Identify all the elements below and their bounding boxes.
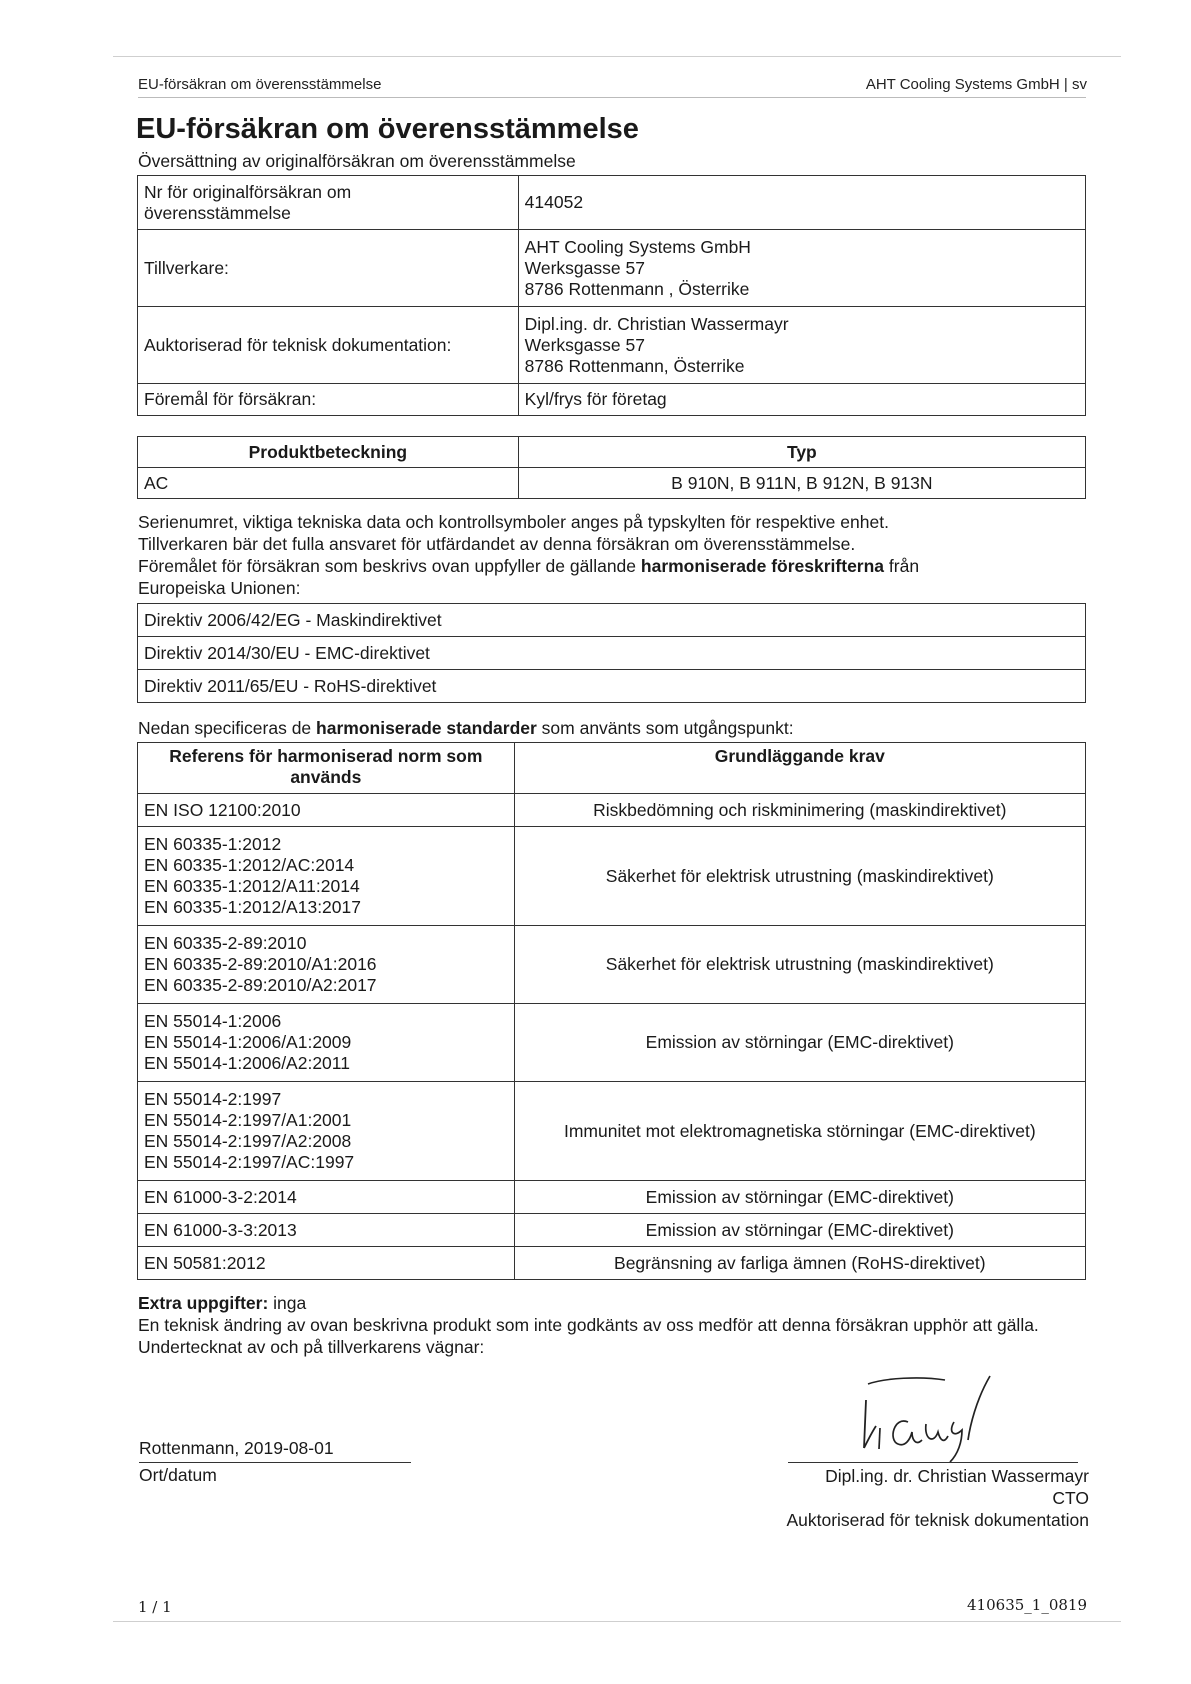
info-value-authorized: Dipl.ing. dr. Christian Wassermayr Werksgasse 57 8786 Rottenmann, Österrike: [518, 307, 1085, 384]
directive-rohs: Direktiv 2011/65/EU - RoHS-direktivet: [138, 670, 1086, 703]
page-subtitle: Översättning av originalförsäkran om överensstämmelse: [138, 151, 576, 171]
info-row: [138, 307, 1086, 384]
standard-ref: EN 60335-1:2012 EN 60335-1:2012/AC:2014 EN 60335-1:2012/A11:2014 EN 60335-1:2012/A13:2017: [138, 827, 515, 926]
header-company: AHT Cooling Systems GmbH | sv: [865, 76, 1087, 93]
extra-line-3: Undertecknat av och på tillverkarens vägnar:: [138, 1337, 485, 1357]
signatory-name: Dipl.ing. dr. Christian Wassermayr: [825, 1466, 1089, 1486]
top-rule: [113, 56, 1121, 57]
standards-intro-tail: som använts som utgångspunkt:: [536, 718, 794, 738]
signature-line: [788, 1462, 1078, 1463]
directive-emc: Direktiv 2014/30/EU - EMC-direktivet: [138, 637, 1086, 670]
standard-ref: EN 55014-1:2006 EN 55014-1:2006/A1:2009 EN 55014-1:2006/A2:2011: [138, 1004, 515, 1082]
intro-line-2: Tillverkaren bär det fulla ansvaret för utfärdandet av denna försäkran om överensstämmelse.: [138, 534, 856, 554]
standard-ref: EN 55014-2:1997 EN 55014-2:1997/A1:2001 EN 55014-2:1997/A2:2008 EN 55014-2:1997/AC:1997: [138, 1082, 515, 1181]
extra-label: Extra uppgifter:: [138, 1293, 269, 1313]
table-row: [138, 1004, 1086, 1082]
extra-line-1: [138, 1292, 1078, 1314]
signatory-role: CTO: [1052, 1488, 1089, 1508]
info-row: [138, 176, 1086, 230]
table-row: [138, 827, 1086, 926]
standard-req: Immunitet mot elektromagnetiska störningar (EMC-direktivet): [514, 1082, 1085, 1181]
table-row: [138, 1082, 1086, 1181]
standard-ref: EN 61000-3-2:2014: [138, 1181, 515, 1214]
product-table: [137, 436, 1086, 499]
product-header-type: Typ: [518, 437, 1085, 468]
product-designation: AC: [138, 468, 519, 499]
extra-line-2: En teknisk ändring av ovan beskrivna produkt som inte godkänts av oss medför att denna försäkran upphör att gälla.: [138, 1315, 1039, 1335]
extra-info: [138, 1292, 1078, 1358]
standards-header-row: [138, 743, 1086, 794]
product-header-designation: Produktbeteckning: [138, 437, 519, 468]
intro-line-4: Europeiska Unionen:: [138, 578, 301, 598]
info-label-authorized: Auktoriserad för teknisk dokumentation:: [138, 307, 519, 384]
standard-req: Riskbedömning och riskminimering (maskindirektivet): [514, 794, 1085, 827]
table-row: [138, 1247, 1086, 1280]
intro-line-3-tail: från: [884, 556, 920, 576]
standard-req: Säkerhet för elektrisk utrustning (maskindirektivet): [514, 827, 1085, 926]
standard-req: Begränsning av farliga ämnen (RoHS-direktivet): [514, 1247, 1085, 1280]
intro-line-3-text: Föremålet för försäkran som beskrivs ovan uppfyller de gällande: [138, 556, 641, 576]
header-doc-title: EU-försäkran om överensstämmelse: [138, 76, 382, 93]
table-row: [138, 926, 1086, 1004]
standard-ref: EN 61000-3-3:2013: [138, 1214, 515, 1247]
info-row: [138, 230, 1086, 307]
document-id: 410635_1_0819: [967, 1596, 1087, 1614]
info-value-object: Kyl/frys för företag: [518, 384, 1085, 416]
intro-paragraph: [138, 511, 1088, 599]
standard-req: Emission av störningar (EMC-direktivet): [514, 1214, 1085, 1247]
table-row: [138, 1214, 1086, 1247]
standards-header-ref: Referens för harmoniserad norm som används: [138, 743, 515, 794]
signatory-role-desc: Auktoriserad för teknisk dokumentation: [786, 1510, 1089, 1530]
table-row: [138, 794, 1086, 827]
standard-req: Emission av störningar (EMC-direktivet): [514, 1181, 1085, 1214]
place-date: Rottenmann, 2019-08-01: [139, 1438, 334, 1458]
header-underline: [138, 97, 1086, 98]
extra-value: inga: [268, 1293, 307, 1313]
info-label-object: Föremål för försäkran:: [138, 384, 519, 416]
place-date-label: Ort/datum: [139, 1465, 217, 1485]
info-value-decl-number: 414052: [518, 176, 1085, 230]
standards-header-req: Grundläggande krav: [514, 743, 1085, 794]
directive-row: [138, 604, 1086, 637]
standard-req: Emission av störningar (EMC-direktivet): [514, 1004, 1085, 1082]
info-row: [138, 384, 1086, 416]
handwritten-signature: [850, 1370, 1020, 1465]
directives-table: [137, 603, 1086, 703]
info-label-manufacturer: Tillverkare:: [138, 230, 519, 307]
standard-ref: EN 50581:2012: [138, 1247, 515, 1280]
directive-machinery: Direktiv 2006/42/EG - Maskindirektivet: [138, 604, 1086, 637]
page-title: EU-försäkran om överensstämmelse: [136, 113, 639, 145]
info-value-manufacturer: AHT Cooling Systems GmbH Werksgasse 57 8786 Rottenmann , Österrike: [518, 230, 1085, 307]
standards-intro-bold: harmoniserade standarder: [316, 718, 537, 738]
page-number: 1 / 1: [138, 1598, 172, 1616]
standards-table: [137, 742, 1086, 1280]
standard-req: Säkerhet för elektrisk utrustning (maskindirektivet): [514, 926, 1085, 1004]
bottom-rule: [113, 1621, 1121, 1622]
directive-row: [138, 637, 1086, 670]
table-row: [138, 1181, 1086, 1214]
product-types: B 910N, B 911N, B 912N, B 913N: [518, 468, 1085, 499]
standards-intro-text: Nedan specificeras de: [138, 718, 317, 738]
product-header-row: [138, 437, 1086, 468]
intro-line-1: Serienumret, viktiga tekniska data och kontrollsymboler anges på typskylten för respektive enhet.: [138, 512, 889, 532]
signatory: [786, 1465, 1089, 1531]
directive-row: [138, 670, 1086, 703]
intro-line-3: [138, 555, 1088, 577]
standards-intro: [138, 717, 1088, 739]
info-table: [137, 175, 1086, 416]
place-date-line: [139, 1462, 411, 1463]
info-label-decl-number: Nr för originalförsäkran om överensstämmelse: [138, 176, 519, 230]
standard-ref: EN ISO 12100:2010: [138, 794, 515, 827]
intro-line-3-bold: harmoniserade föreskrifterna: [640, 556, 885, 576]
standard-ref: EN 60335-2-89:2010 EN 60335-2-89:2010/A1:2016 EN 60335-2-89:2010/A2:2017: [138, 926, 515, 1004]
product-row: [138, 468, 1086, 499]
